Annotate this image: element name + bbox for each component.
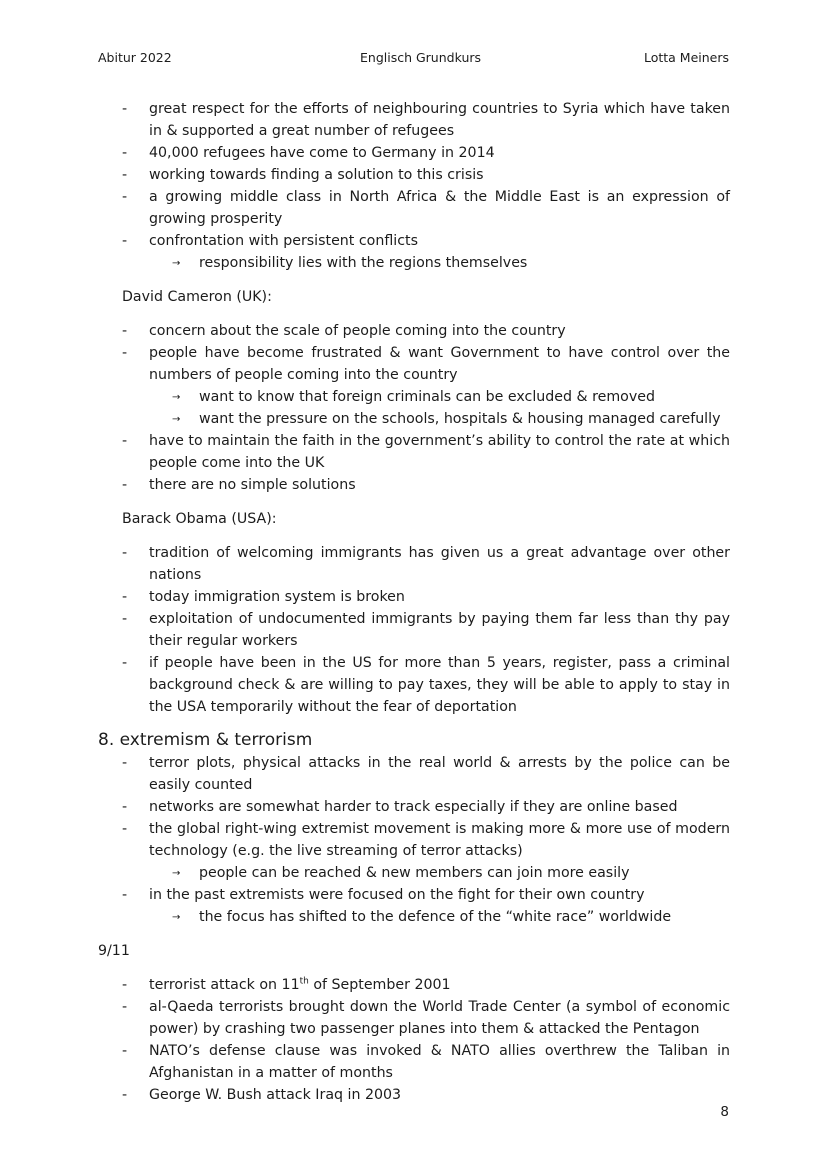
arrow-sub-item: → want to know that foreign criminals can be excluded & removed <box>0 386 828 408</box>
speaker-label-cameron: David Cameron (UK): <box>122 289 272 305</box>
arrow-sub-item: → want the pressure on the schools, hospitals & housing managed carefully <box>0 408 828 430</box>
list-item: - working towards finding a solution to this crisis <box>0 164 828 186</box>
page-number: 8 <box>720 1104 729 1120</box>
header-center: Englisch Grundkurs <box>360 50 482 65</box>
list-item: - people have become frustrated & want Government to have control over the numbers of people coming into the country <box>0 342 828 386</box>
list-item: - exploitation of undocumented immigrants by paying them far less than thy pay their regular workers <box>0 608 828 652</box>
list-item: - the global right-wing extremist movement is making more & more use of modern technology (e.g. the live streaming of terror attacks) <box>0 818 828 862</box>
list-item: - have to maintain the faith in the government’s ability to control the rate at which people come into the UK <box>0 430 828 474</box>
subsection-label-911: 9/11 <box>98 943 130 959</box>
list-item: - George W. Bush attack Iraq in 2003 <box>0 1084 828 1106</box>
header-left: Abitur 2022 <box>98 50 172 65</box>
header-right: Lotta Meiners <box>643 50 729 65</box>
arrow-sub-item: → the focus has shifted to the defence of the “white race” worldwide <box>0 906 828 928</box>
arrow-sub-item: → responsibility lies with the regions themselves <box>0 252 828 274</box>
item-text: of September 2001 <box>308 977 451 993</box>
section-heading: 8. extremism & terrorism <box>98 730 313 750</box>
list-item: - if people have been in the US for more than 5 years, register, pass a criminal background check & are willing to pay taxes, they will be able to apply to stay in the USA temporarily without the fear of deportation <box>0 652 828 718</box>
item-text: terrorist attack on 11 <box>149 977 300 993</box>
list-item: - tradition of welcoming immigrants has given us a great advantage over other nations <box>0 542 828 586</box>
speaker-label-obama: Barack Obama (USA): <box>122 511 277 527</box>
list-item: - in the past extremists were focused on the fight for their own country <box>0 884 828 906</box>
list-item: - a growing middle class in North Africa & the Middle East is an expression of growing prosperity <box>0 186 828 230</box>
list-item: - confrontation with persistent conflicts <box>0 230 828 252</box>
list-item: - great respect for the efforts of neighbouring countries to Syria which have taken in & supported a great number of refugees <box>0 98 828 142</box>
list-item: - networks are somewhat harder to track especially if they are online based <box>0 796 828 818</box>
arrow-sub-item: → people can be reached & new members can join more easily <box>0 862 828 884</box>
list-item: - concern about the scale of people coming into the country <box>0 320 828 342</box>
list-item: - there are no simple solutions <box>0 474 828 496</box>
list-item: - NATO’s defense clause was invoked & NATO allies overthrew the Taliban in Afghanistan in a matter of months <box>0 1040 828 1084</box>
list-item: - 40,000 refugees have come to Germany in 2014 <box>0 142 828 164</box>
list-item: - al-Qaeda terrorists brought down the World Trade Center (a symbol of economic power) by crashing two passenger planes into them & attacked the Pentagon <box>0 996 828 1040</box>
list-item <box>0 974 828 996</box>
list-item: - terror plots, physical attacks in the real world & arrests by the police can be easily counted <box>0 752 828 796</box>
document-body <box>0 98 828 1106</box>
superscript: th <box>299 976 309 987</box>
list-item: - today immigration system is broken <box>0 586 828 608</box>
